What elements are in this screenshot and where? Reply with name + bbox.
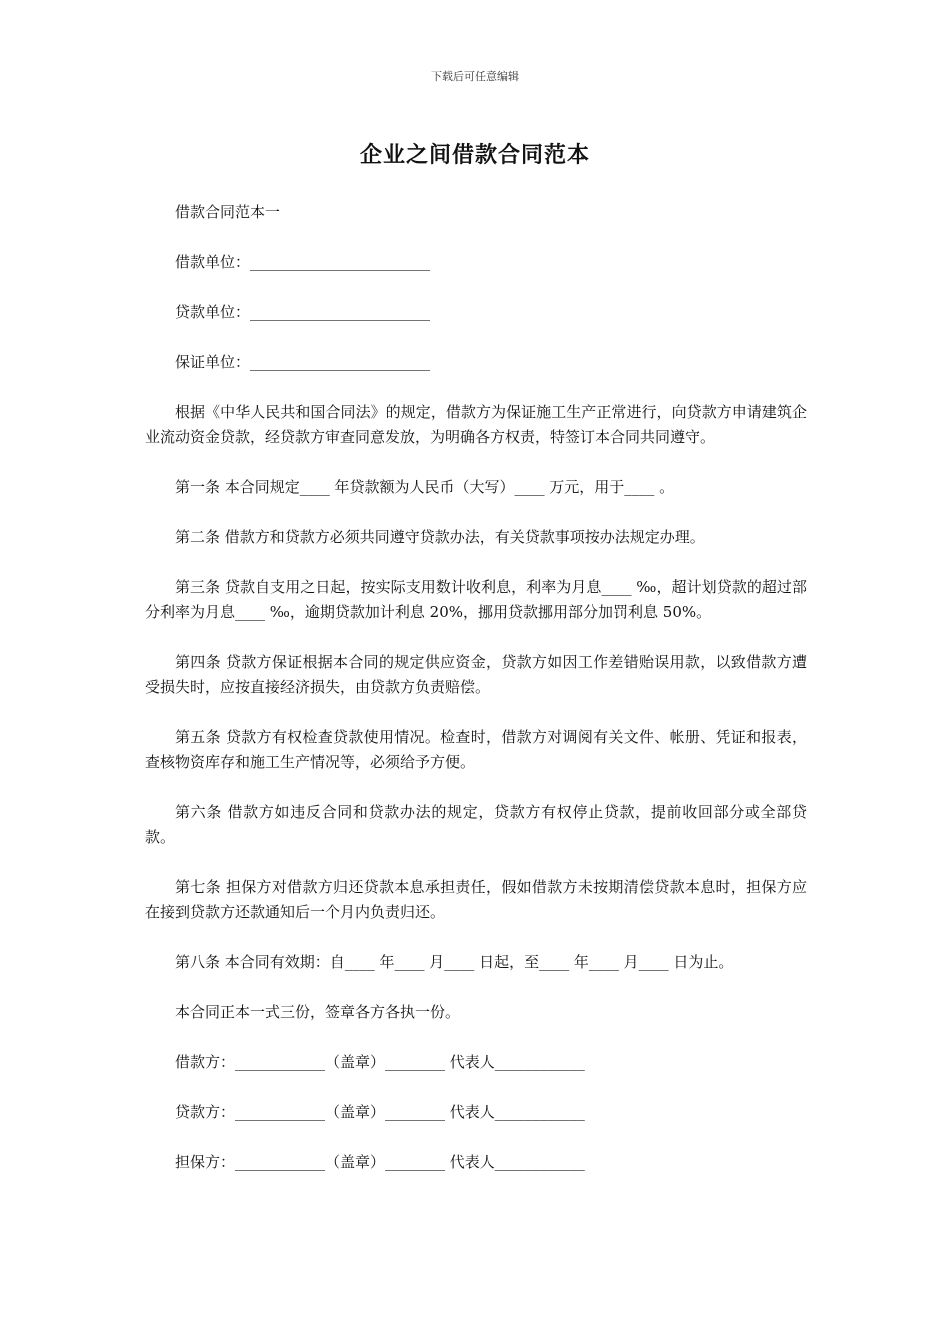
borrower-blank: ________________________ — [250, 253, 431, 271]
article-2: 第二条 借款方和贷款方必须共同遵守贷款办法，有关贷款事项按办法规定办理。 — [175, 528, 705, 546]
article-1: 第一条 本合同规定____ 年贷款额为人民币（大写）____ 万元，用于____ 。 — [175, 478, 675, 496]
lender-blank: ________________________ — [250, 303, 431, 321]
guarantor-line — [145, 350, 807, 375]
article-6: 第六条 借款方如违反合同和贷款办法的规定，贷款方有权停止贷款，提前收回部分或全部贷款。 — [145, 803, 807, 846]
header-note: 下载后可任意编辑 — [431, 70, 519, 83]
signature-borrower: 借款方：____________（盖章）________ 代表人____________ — [175, 1053, 585, 1071]
signature-lender: 贷款方：____________（盖章）________ 代表人____________ — [175, 1103, 585, 1121]
guarantor-blank: ________________________ — [250, 353, 431, 371]
guarantor-label: 保证单位： — [175, 353, 251, 371]
borrower-line — [145, 250, 807, 275]
article-7: 第七条 担保方对借款方归还贷款本息承担责任，假如借款方未按期清偿贷款本息时，担保方应在接到贷款方还款通知后一个月内负责归还。 — [145, 878, 807, 921]
intro-heading: 借款合同范本一 — [175, 203, 281, 221]
article-3: 第三条 贷款自支用之日起，按实际支用数计收利息，利率为月息____ ‰，超计划贷款的超过部分利率为月息____ ‰，逾期贷款加计利息 20%，挪用贷款挪用部分加罚利息 50%。 — [145, 578, 807, 621]
copies-note: 本合同正本一式三份，签章各方各执一份。 — [175, 1003, 461, 1021]
lender-line — [145, 300, 807, 325]
document-title: 企业之间借款合同范本 — [359, 142, 590, 168]
borrower-label: 借款单位： — [175, 253, 251, 271]
article-8: 第八条 本合同有效期：自____ 年____ 月____ 日起，至____ 年____ 月____ 日为止。 — [175, 953, 734, 971]
document-body — [145, 200, 807, 1175]
lender-label: 贷款单位： — [175, 303, 251, 321]
signature-guarantor: 担保方：____________（盖章）________ 代表人____________ — [175, 1153, 585, 1171]
article-4: 第四条 贷款方保证根据本合同的规定供应资金，贷款方如因工作差错贻误用款，以致借款方遭受损失时，应按直接经济损失，由贷款方负责赔偿。 — [145, 653, 807, 696]
article-5: 第五条 贷款方有权检查贷款使用情况。检查时，借款方对调阅有关文件、帐册、凭证和报表，查核物资库存和施工生产情况等，必须给予方便。 — [145, 728, 807, 771]
preamble-paragraph: 根据《中华人民共和国合同法》的规定，借款方为保证施工生产正常进行，向贷款方申请建筑企业流动资金贷款，经贷款方审查同意发放，为明确各方权责，特签订本合同共同遵守。 — [145, 403, 807, 446]
